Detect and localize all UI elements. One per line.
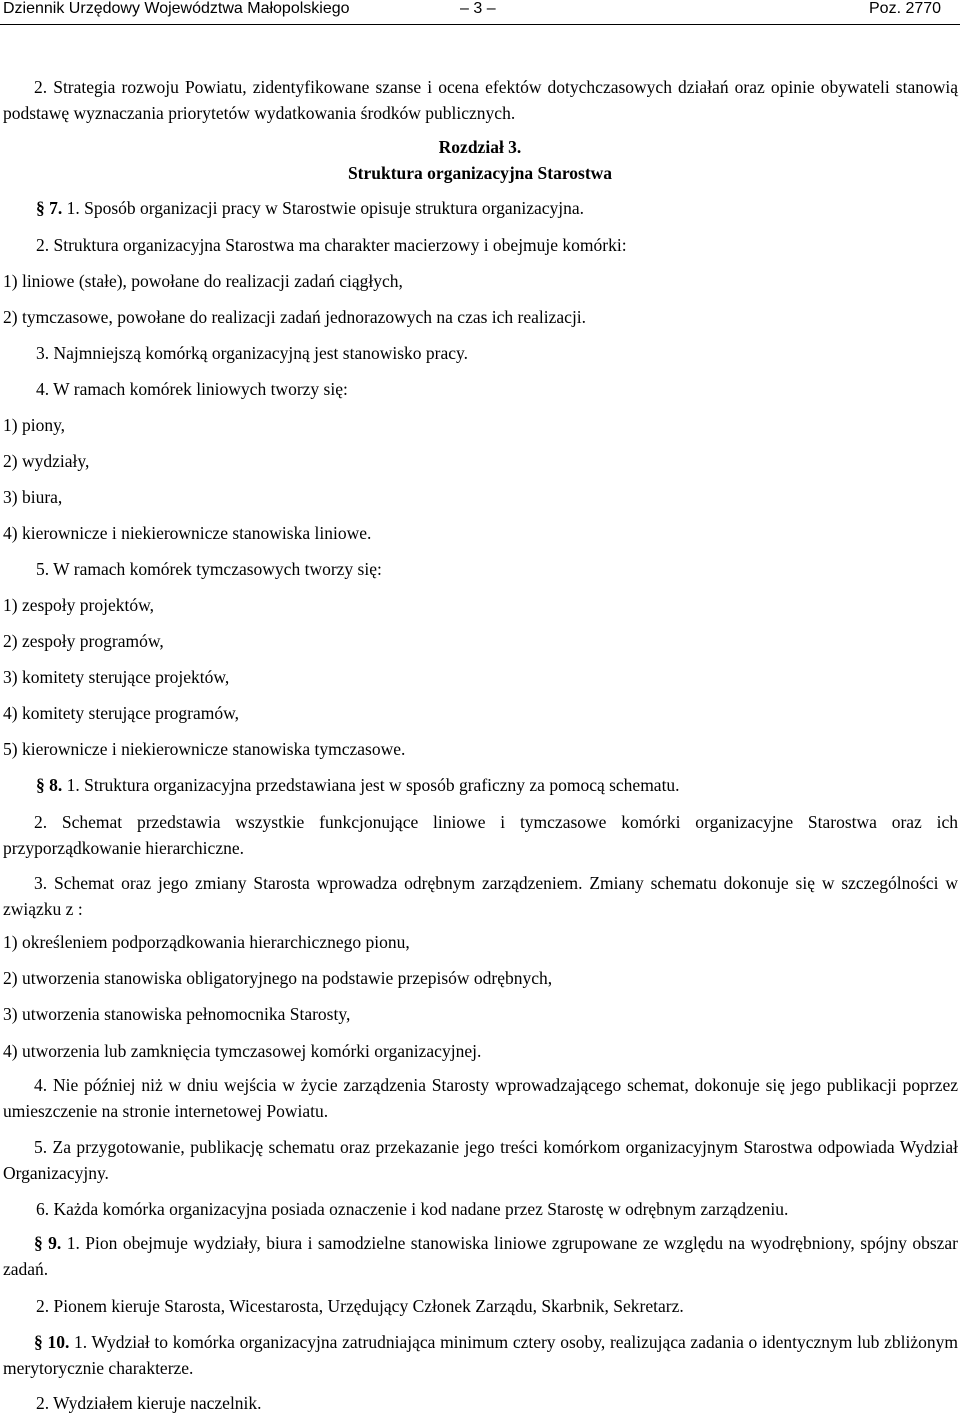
paragraph-text: 4. W ramach komórek liniowych tworzy się: — [36, 379, 348, 399]
paragraph-text: 2. Wydziałem kieruje naczelnik. — [36, 1393, 262, 1413]
paragraph-text: 2. Struktura organizacyjna Starostwa ma charakter macierzowy i obejmuje komórki: — [36, 235, 627, 255]
list-item: 4) utworzenia lub zamknięcia tymczasowej komórki organizacyjnej. — [3, 1041, 482, 1061]
list-item: 3) biura, — [3, 487, 63, 507]
section-mark: § 8. — [36, 775, 63, 795]
header-rule — [0, 24, 960, 25]
page-header — [0, 0, 960, 26]
position-number: Poz. 2770 — [869, 0, 942, 17]
list-item: 2) tymczasowe, powołane do realizacji zadań jednorazowych na czas ich realizacji. — [3, 307, 587, 327]
paragraph-text: 3. Najmniejszą komórką organizacyjną jest stanowisko pracy. — [36, 343, 469, 363]
list-item: 3) komitety sterujące projektów, — [3, 667, 230, 687]
section-mark: § 10. — [34, 1332, 70, 1352]
list-item: 1) zespoły projektów, — [3, 595, 154, 615]
list-item: 5) kierownicze i niekierownicze stanowiska tymczasowe. — [3, 739, 406, 759]
list-item: 3) utworzenia stanowiska pełnomocnika Starosty, — [3, 1004, 351, 1024]
paragraph-text: 3. Schemat oraz jego zmiany Starosta wprowadza odrębnym zarządzeniem. Zmiany schematu dokonuje się w szczególności w związku z : — [3, 873, 958, 919]
list-item: 1) piony, — [3, 415, 66, 435]
section-mark: § 9. — [34, 1233, 62, 1253]
list-item: 2) zespoły programów, — [3, 631, 164, 651]
chapter-number: Rozdział 3. — [438, 137, 522, 157]
paragraph-text: 4. Nie później niż w dniu wejścia w życie zarządzenia Starosty wprowadzającego schemat, dokonuje się jego publikacji poprzez umieszczenie na stronie internetowej Powiatu. — [3, 1075, 958, 1121]
section-7: § 7. 1. Sposób organizacji pracy w Starostwie opisuje struktura organizacyjna. — [36, 198, 585, 218]
section-8: § 8. 1. Struktura organizacyjna przedstawiana jest w sposób graficzny za pomocą schematu. — [36, 775, 680, 795]
list-item: 4) komitety sterujące programów, — [3, 703, 240, 723]
list-item: 4) kierownicze i niekierownicze stanowiska liniowe. — [3, 523, 372, 543]
list-item: 1) określeniem podporządkowania hierarchicznego pionu, — [3, 932, 410, 952]
section-9: § 9. 1. Pion obejmuje wydziały, biura i samodzielne stanowiska liniowe zgrupowane ze względu na wyodrębniony, spójny obszar zadań. — [3, 1233, 959, 1279]
list-item: 2) wydziały, — [3, 451, 90, 471]
paragraph-text: 6. Każda komórka organizacyjna posiada oznaczenie i kod nadane przez Starostę w odrębnym zarządzeniu. — [36, 1199, 789, 1219]
paragraph-text: 2. Schemat przedstawia wszystkie funkcjonujące liniowe i tymczasowe komórki organizacyjne Starostwa oraz ich przyporządkowanie hierarchiczne. — [3, 812, 958, 858]
paragraph-text: 5. Za przygotowanie, publikację schematu oraz przekazanie jego treści komórkom organizacyjnym Starostwa odpowiada Wydział Organizacyjny. — [3, 1137, 958, 1183]
list-item: 1) liniowe (stałe), powołane do realizacji zadań ciągłych, — [3, 271, 403, 291]
paragraph-text: 5. W ramach komórek tymczasowych tworzy się: — [36, 559, 382, 579]
paragraph-text: 2. Pionem kieruje Starosta, Wicestarosta, Urzędujący Członek Zarządu, Skarbnik, Sekretarz. — [36, 1296, 684, 1316]
section-mark: § 7. — [36, 198, 63, 218]
section-10: § 10. 1. Wydział to komórka organizacyjna zatrudniająca minimum cztery osoby, realizująca zadania o identycznym lub zbliżonym merytorycznie charakterze. — [3, 1332, 958, 1378]
paragraph-strategy: 2. Strategia rozwoju Powiatu, zidentyfikowane szanse i ocena efektów dotychczasowych działań oraz opinie obywateli stanowią podstawę wyznaczania priorytetów wydatkowania środków publicznych. — [3, 77, 958, 123]
chapter-title: Struktura organizacyjna Starostwa — [347, 163, 613, 183]
journal-title: Dziennik Urzędowy Województwa Małopolskiego — [3, 0, 350, 17]
list-item: 2) utworzenia stanowiska obligatoryjnego na podstawie przepisów odrębnych, — [3, 968, 553, 988]
page-number: – 3 – — [460, 0, 496, 17]
